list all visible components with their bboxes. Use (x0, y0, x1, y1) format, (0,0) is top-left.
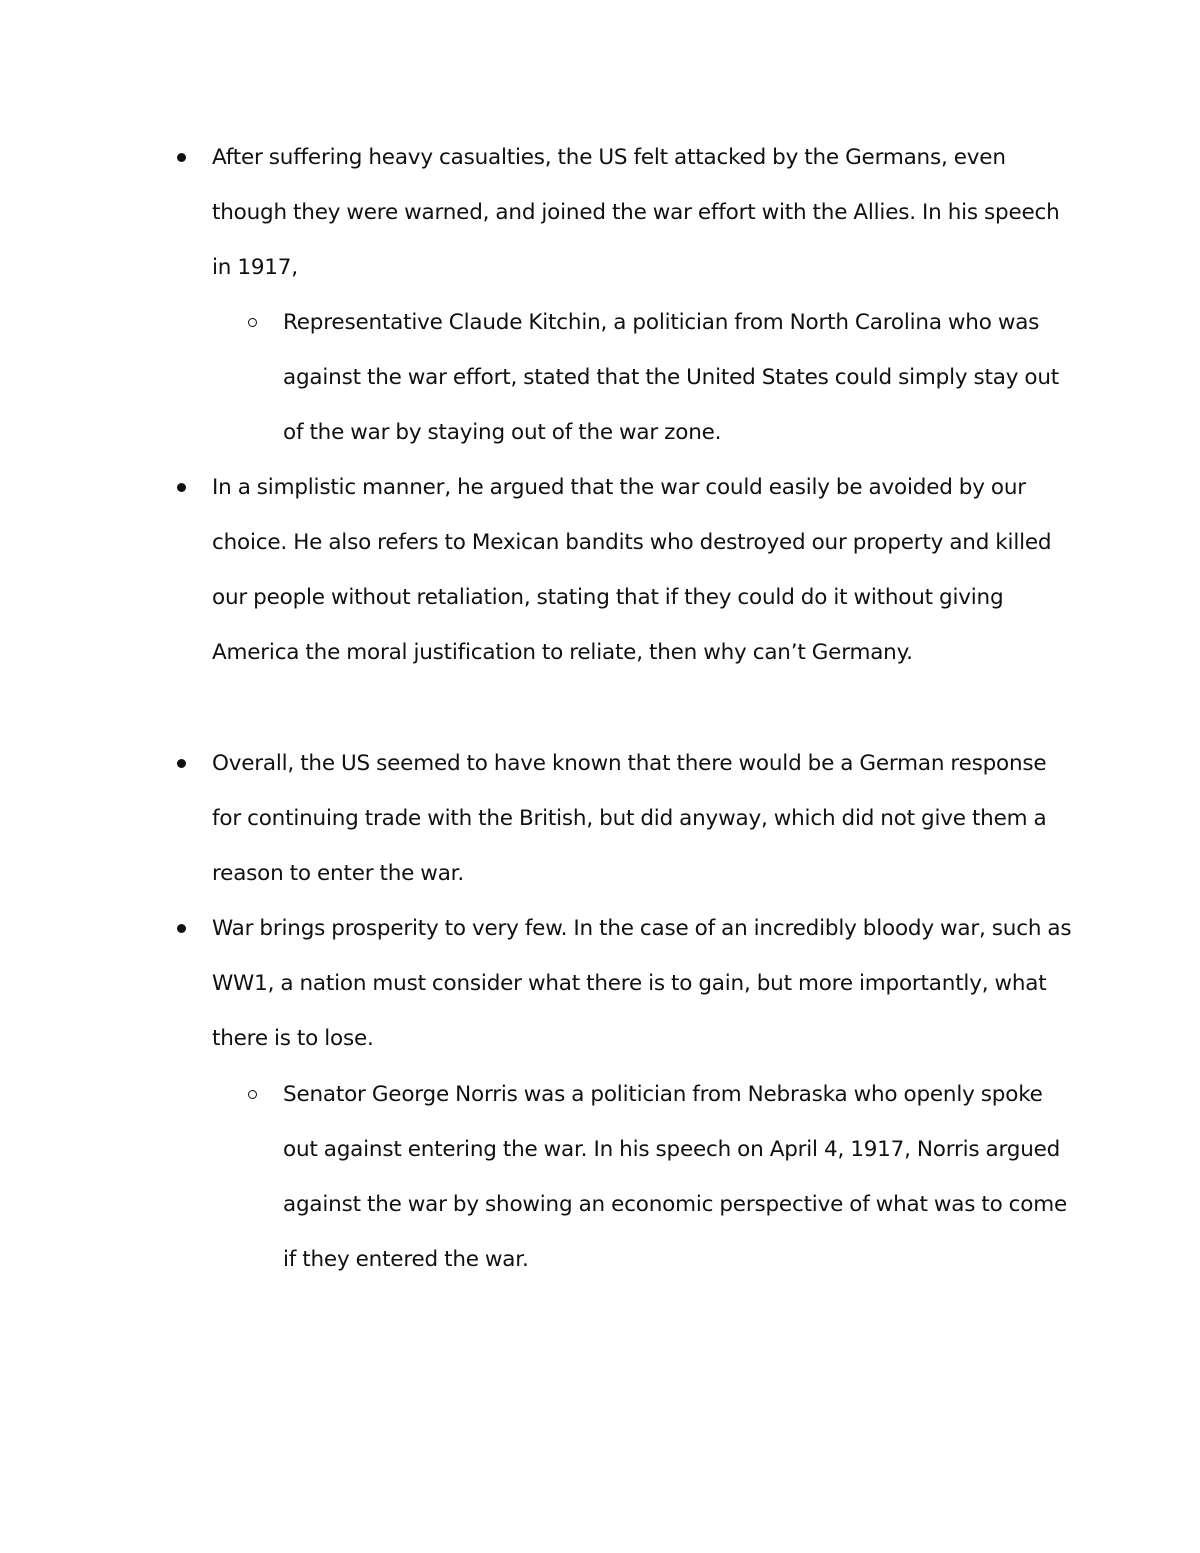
bullet-dot-icon (177, 153, 186, 162)
bullet-circle-icon (248, 1090, 257, 1099)
sub-bullet-item-kitchin (283, 295, 1073, 460)
bullet-text: Representative Claude Kitchin, a politician from North Carolina who was against the war effort, stated that the United States could simply stay out of the war by staying out of the war zone. (283, 310, 1059, 445)
bullet-item-simplistic-manner (212, 460, 1072, 680)
bullet-dot-icon (177, 924, 186, 933)
bullet-item-war-prosperity (212, 901, 1072, 1066)
bullet-item-us-joined-war (212, 130, 1072, 295)
bullet-dot-icon (177, 483, 186, 492)
bullet-text: Overall, the US seemed to have known that there would be a German response for continuing trade with the British, but did anyway, which did not give them a reason to enter the war. (212, 751, 1047, 886)
bullet-text: Senator George Norris was a politician from Nebraska who openly spoke out against entering the war. In his speech on April 4, 1917, Norris argued against the war by showing an economic perspective of what was to come if they entered the war. (283, 1082, 1068, 1272)
bullet-item-overall (212, 736, 1072, 901)
sub-bullet-item-norris (283, 1067, 1073, 1287)
bullet-text: After suffering heavy casualties, the US felt attacked by the Germans, even though they were warned, and joined the war effort with the Allies. In his speech in 1917, (212, 145, 1060, 280)
bullet-text: In a simplistic manner, he argued that the war could easily be avoided by our choice. He also refers to Mexican bandits who destroyed our property and killed our people without retaliation, stating that if they could do it without giving America the moral justification to reliate, then why can’t Germany. (212, 475, 1052, 665)
bullet-dot-icon (177, 759, 186, 768)
bullet-circle-icon (248, 318, 257, 327)
bullet-text: War brings prosperity to very few. In the case of an incredibly bloody war, such as WW1, a nation must consider what there is to gain, but more importantly, what there is to lose. (212, 916, 1072, 1051)
